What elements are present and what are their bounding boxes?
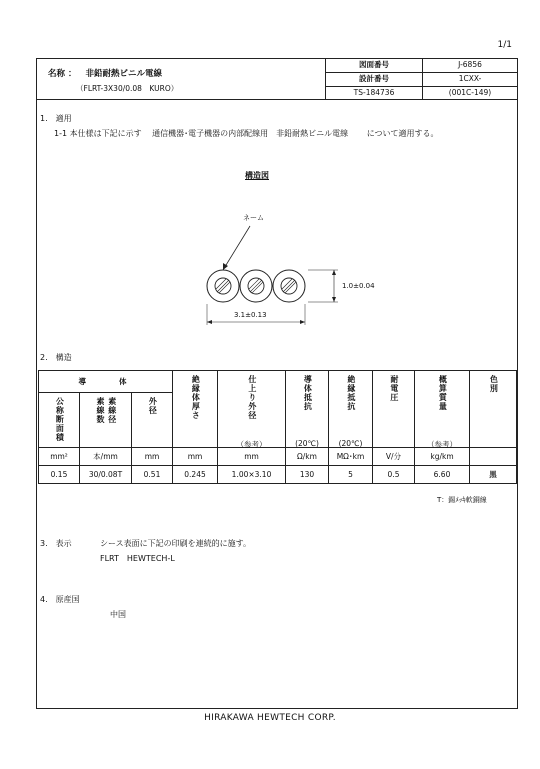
withstand-voltage-header: 耐電圧 — [373, 371, 415, 448]
country-of-origin: 中国 — [110, 610, 126, 619]
section-3-text: シース表面に下記の印刷を連続的に施す。 — [100, 539, 251, 548]
cable-cross-section-diagram — [190, 220, 390, 330]
finish-diameter-header: 仕上り外径 （参考） — [218, 371, 286, 448]
drawing-number-label: 図面番号 — [359, 60, 389, 69]
arrow-head-icon — [223, 263, 228, 270]
unit-voltage: V/分 — [373, 448, 415, 466]
value-insulation-resistance: 5 — [329, 466, 373, 484]
insulation-thickness-header: 絶縁体厚さ — [173, 371, 218, 448]
value-color: 黒 — [470, 466, 517, 484]
unit-outer-diameter: mm — [132, 448, 173, 466]
section-3-heading: 3. 表示 — [40, 539, 72, 548]
unit-mass: kg/km — [415, 448, 470, 466]
value-strands: 30/0.08T — [80, 466, 132, 484]
value-voltage: 0.5 — [373, 466, 415, 484]
company-footer: HIRAKAWA HEWTECH CORP. — [204, 713, 336, 723]
ts-number: TS-184736 — [353, 88, 395, 97]
title-area — [36, 58, 326, 100]
value-conductor-resistance: 130 — [286, 466, 329, 484]
ts-code: (001C-149) — [448, 88, 492, 97]
height-dimension-value: 1.0±0.04 — [342, 282, 375, 290]
drawing-info-grid — [326, 58, 518, 100]
strand-header: 素線数 素線径 — [80, 393, 132, 448]
value-area: 0.15 — [39, 466, 80, 484]
product-model: （FLRT-3X30/0.08 KURO） — [76, 84, 179, 93]
section-1-heading: 1. 適用 — [40, 114, 72, 123]
marking-text: FLRT HEWTECH-L — [100, 554, 175, 563]
section-4-heading: 4. 原産国 — [40, 595, 80, 604]
mass-header: 概算質量 （参考） — [415, 371, 470, 448]
value-insulation-thickness: 0.245 — [173, 466, 218, 484]
conductor-resistance-header: 導体抵抗 (20℃) — [286, 371, 329, 448]
drawing-number-value: J-6856 — [458, 60, 482, 69]
design-number-label: 設計番号 — [359, 74, 389, 83]
name-label: 名称 ： — [48, 69, 77, 79]
unit-area: mm² — [39, 448, 80, 466]
table-note: T：錫ﾒｯｷ軟銅線 — [437, 496, 487, 504]
width-dimension-value: 3.1±0.13 — [234, 311, 267, 319]
insulation-resistance-header: 絶縁抵抗 (20℃) — [329, 371, 373, 448]
product-name: 非鉛耐熱ビニル電線 — [85, 69, 162, 79]
design-number-value: 1CXX- — [458, 74, 482, 83]
value-outer-diameter: 0.51 — [132, 466, 173, 484]
conductor-group-header: 導 体 — [39, 371, 173, 393]
unit-insulation-resistance: MΩ･km — [329, 448, 373, 466]
cable-core-2 — [240, 270, 272, 302]
table-row — [39, 466, 517, 484]
section-1-text: 1-1 本仕様は下記に示す 通信機器･電子機器の内部配線用 非鉛耐熱ビニル電線 について適用する。 — [54, 129, 439, 138]
construction-table — [38, 370, 517, 484]
diagram-title: 構造図 — [245, 171, 269, 180]
area-header: 公称断面積 — [39, 393, 80, 448]
outer-diameter-header: 外径 — [132, 393, 173, 448]
leader-line — [223, 226, 250, 270]
unit-conductor-resistance: Ω/km — [286, 448, 329, 466]
value-finish-diameter: 1.00×3.10 — [218, 466, 286, 484]
value-mass: 6.60 — [415, 466, 470, 484]
title-block — [36, 58, 518, 100]
cable-core-3 — [273, 270, 305, 302]
name-marker-label: ネーム — [243, 214, 264, 222]
cable-core-1 — [207, 270, 239, 302]
page-number: 1/1 — [497, 40, 512, 50]
section-2-heading: 2. 構造 — [40, 353, 72, 362]
color-header: 色別 — [470, 371, 517, 448]
unit-finish-diameter: mm — [218, 448, 286, 466]
unit-strands: 本/mm — [80, 448, 132, 466]
unit-insulation-thickness: mm — [173, 448, 218, 466]
